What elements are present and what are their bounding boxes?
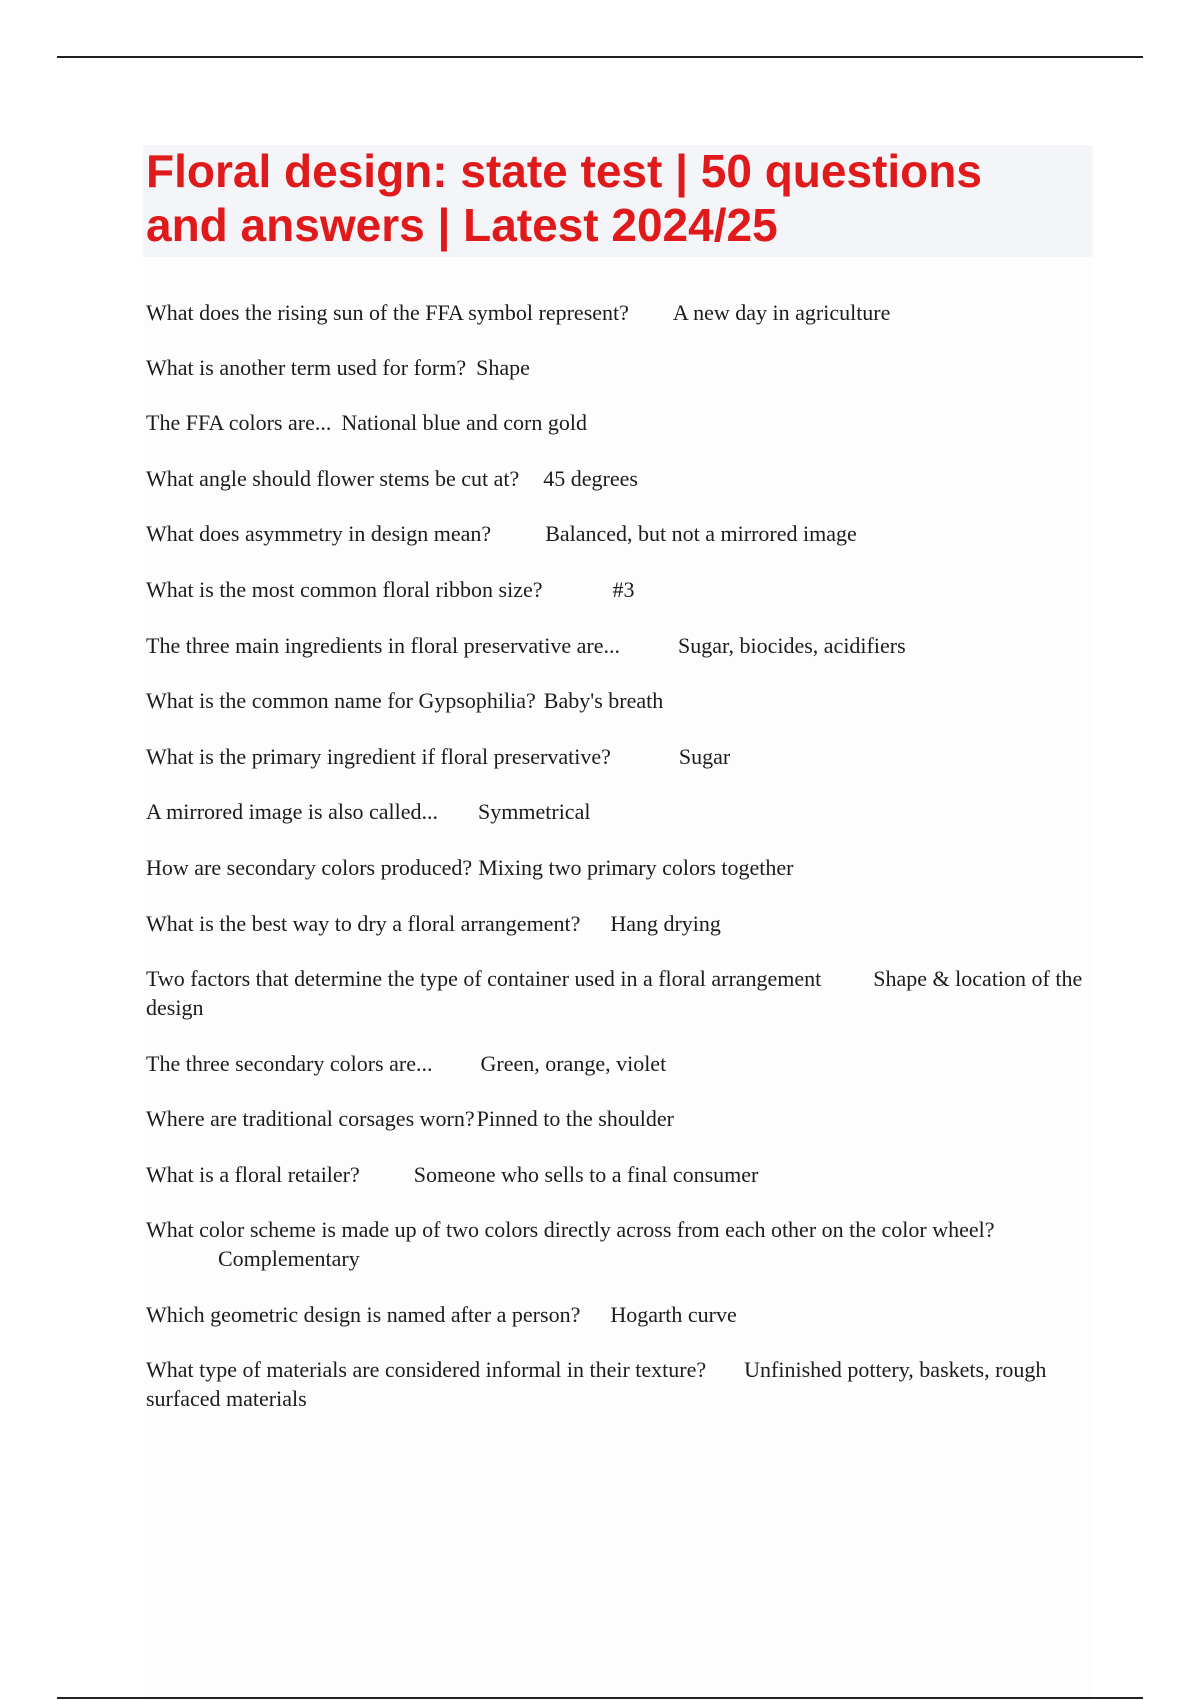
qa-item <box>146 1104 1096 1133</box>
answer: 45 degrees <box>543 466 638 491</box>
answer: Hang drying <box>610 911 721 936</box>
answer: Baby's breath <box>543 688 664 713</box>
question: What type of materials are considered informal in their texture? <box>146 1357 707 1382</box>
question: The FFA colors are... <box>146 410 332 435</box>
answer: Someone who sells to a final consumer <box>413 1162 759 1187</box>
question: Where are traditional corsages worn? <box>146 1106 475 1131</box>
question: What does asymmetry in design mean? <box>146 521 492 546</box>
question: Two factors that determine the type of container used in a floral arrangement <box>146 966 822 991</box>
qa-item <box>146 1160 1096 1189</box>
qa-item <box>146 964 1096 1022</box>
qa-item <box>146 1355 1096 1413</box>
answer: Symmetrical <box>478 799 591 824</box>
answer: Mixing two primary colors together <box>478 855 794 880</box>
question: What does the rising sun of the FFA symbol represent? <box>146 300 629 325</box>
qa-item <box>146 686 1096 715</box>
top-rule <box>57 56 1143 58</box>
question: What angle should flower stems be cut at? <box>146 466 520 491</box>
answer: Shape <box>476 355 530 380</box>
question: The three main ingredients in floral preservative are... <box>146 633 621 658</box>
qa-item <box>146 519 1096 548</box>
question: What is a floral retailer? <box>146 1162 360 1187</box>
qa-item <box>146 408 1096 437</box>
answer: National blue and corn gold <box>341 410 587 435</box>
answer: Hogarth curve <box>610 1302 737 1327</box>
question: What is the common name for Gypsophilia? <box>146 688 536 713</box>
qa-item <box>146 797 1096 826</box>
question: The three secondary colors are... <box>146 1051 433 1076</box>
bottom-rule <box>57 1697 1143 1699</box>
qa-item <box>146 1049 1096 1078</box>
question: What color scheme is made up of two colors directly across from each other on the color wheel? <box>146 1217 995 1242</box>
qa-item <box>146 1300 1096 1329</box>
qa-item <box>146 909 1096 938</box>
question: What is the best way to dry a floral arrangement? <box>146 911 581 936</box>
answer: #3 <box>612 577 635 602</box>
qa-item <box>146 742 1096 771</box>
answer: Unfinished pottery, baskets, rough surfaced materials <box>146 1357 1047 1411</box>
qa-item <box>146 853 1096 882</box>
answer: Shape & location of the design <box>146 966 1083 1020</box>
question: What is another term used for form? <box>146 355 467 380</box>
qa-item <box>146 1215 1096 1273</box>
answer: Pinned to the shoulder <box>476 1106 674 1131</box>
qa-item <box>146 631 1096 660</box>
question: Which geometric design is named after a person? <box>146 1302 581 1327</box>
question: How are secondary colors produced? <box>146 855 473 880</box>
question: A mirrored image is also called... <box>146 799 439 824</box>
qa-item <box>146 464 1096 493</box>
question: What is the primary ingredient if floral preservative? <box>146 744 611 769</box>
answer: Green, orange, violet <box>480 1051 667 1076</box>
answer: A new day in agriculture <box>672 300 891 325</box>
answer: Balanced, but not a mirrored image <box>545 521 857 546</box>
qa-item <box>146 575 1096 604</box>
document-title: Floral design: state test | 50 questions and answers | Latest 2024/25 <box>146 145 982 251</box>
qa-item <box>146 353 1096 382</box>
qa-item <box>146 298 1096 327</box>
question: What is the most common floral ribbon size? <box>146 577 543 602</box>
answer: Complementary <box>218 1246 360 1271</box>
answer: Sugar, biocides, acidifiers <box>678 633 906 658</box>
answer: Sugar <box>678 744 731 769</box>
